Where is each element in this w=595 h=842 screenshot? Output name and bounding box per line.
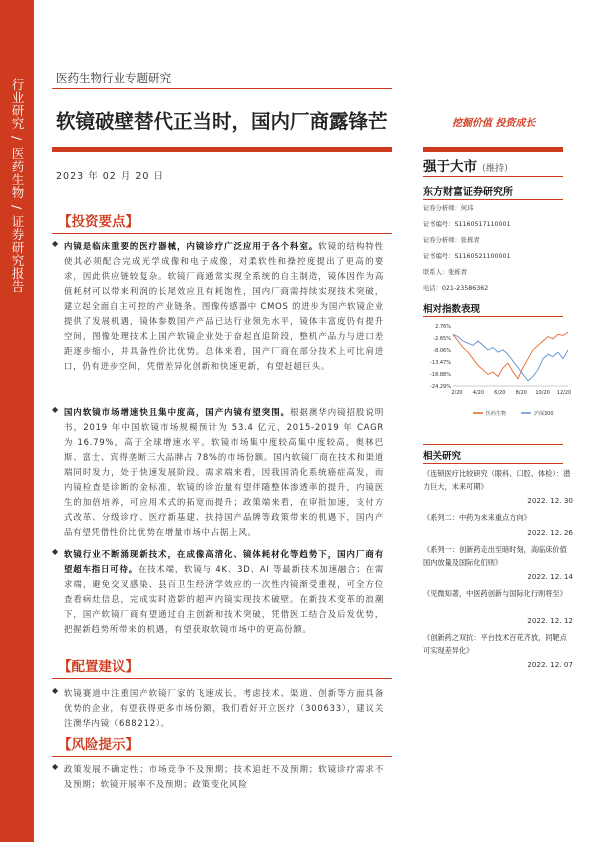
broker-name: 东方财富证券研究所: [423, 187, 513, 198]
x-tick-label: 4/20: [472, 390, 485, 396]
related-report-title[interactable]: 《系列一：创新药走出至暗时刻，高临床价值国内放量及国际化们则》: [423, 545, 567, 567]
invest-point-1-body: 软镜的结构特性使其必须配合完成光学成像和电子成像，对柔软性和操控度提出了更高的要求，因此供应链较复杂。软镜厂商通常实现全系统的自主制造，镜体因作为高值耗材可以带来利润的长尾效应且有耗饱性，国内厂商需持续实现技术突破，建立起全面自主可控的产业链条。图像传感器中 CMOS 的进步为国产软镜企业提供了发展机遇，镜体参数国产产品已达行业领先水平，镜体丰富度仍有提升空间，图像处理技术上国产软镜企业处于奋起直追阶段，整机产品力与进口差距逐步缩小，并具备性价比优势。总体来看，国产厂商在部分技术上可比肩进口，仍有进步空间，凭借差异化创新和快速更新，有望赶超巨头。: [64, 241, 384, 371]
contact-person: 联系人：张栋青: [423, 269, 468, 276]
series-line: [453, 334, 568, 381]
section-risk-head: [52, 730, 392, 757]
y-tick-label: -8.06%: [433, 348, 451, 354]
analyst-2-cert: 证书编号：S1160521100001: [423, 253, 511, 260]
relative-index-chart: [423, 318, 573, 428]
report-type: 医药生物行业专题研究: [56, 71, 171, 85]
side-label-part2: 医药生物: [10, 146, 25, 199]
rating-sub: （维持）: [477, 164, 514, 174]
related-report-date: 2022. 12. 30: [527, 496, 573, 505]
analyst-1-cert: 证书编号：S1160517110001: [423, 221, 511, 228]
legend-label: 沪深300: [534, 411, 554, 417]
config-point: 软镜赛道中注重国产软镜厂家的飞速成长，考虑技术、渠道、创新等方面具备优势的企业，有望获得更多市场份额，我们看好开立医疗（300633），建议关注澳华内镜（688212）。: [64, 688, 384, 728]
y-tick-label: 2.76%: [435, 324, 451, 330]
title-underline: [52, 147, 392, 152]
related-report-date: 2022. 12. 14: [527, 572, 573, 581]
section-invest-title: 【投资要点】: [58, 214, 139, 230]
contact-phone: 电话：021-23586362: [423, 285, 489, 292]
research-top-divider: [423, 444, 563, 445]
x-tick-label: 2/20: [451, 390, 463, 396]
related-report-date: 2022. 12. 07: [527, 660, 573, 669]
invest-point-2-body: 根据澳华内镜招股说明书，2019 年中国软镜市场规模预计为 53.4 亿元，2015-2019 年 CAGR 为 16.79%，高于全球增速水平。软镜市场集中度较高集中度较高，奥林巴斯、富士、宾得垄断三大品牌占 78%的市场份额。国内软镜厂商在技术和渠道端同时发力，处于快速发展阶段。需求端来看，因我国消化系统癌症高发，而内镜检查是诊断的金标准，软镜的诊治量有望伴随整体渗透率的提升，内镜医生的加倍培养，可应用术式的拓宽而提升；政策端来看，在审批加速，支付方式改革、分级诊疗、医疗新基建、扶持国产品牌等政策带来的机遇下，国内产品有望凭借性价比优势在增量市场中占据上风。: [64, 407, 385, 537]
page-title: 软镜破壁替代正当时，国内厂商露锋芒: [56, 110, 388, 133]
side-label-sep: /: [9, 136, 25, 141]
bullet-icon: ◆: [52, 547, 59, 556]
performance-divider: [423, 316, 563, 317]
side-category-label: [0, 78, 34, 293]
legend-label: 医药生物: [486, 411, 507, 417]
section-invest-head: [52, 207, 392, 234]
analyst-2: 证券分析师：张栋青: [423, 237, 480, 244]
related-report-title[interactable]: 《连锁医疗比较研究（眼科、口腔、体检）：潜力巨大，未来可期》: [423, 469, 571, 491]
y-tick-label: -18.88%: [430, 372, 451, 378]
related-report-date: 2022. 12. 12: [527, 616, 573, 625]
right-title-underline: [423, 147, 563, 152]
y-tick-label: -2.65%: [433, 336, 451, 342]
related-report-date: 2022. 12. 26: [527, 528, 573, 537]
broker-divider: [423, 199, 563, 200]
rating-divider: [423, 176, 563, 177]
performance-head: 相对指数表现: [423, 304, 481, 315]
risk-point: 政策发展不确定性；市场竞争不及预期；技术追赶不及预期；软镜诊疗需求不及预期；软镜开展率不及预期；政策变化风险: [64, 764, 384, 789]
invest-point-3-body: 在技术端，软镜与 4K、3D、AI 等最新技术加速融合；在需求端，避免交叉感染、县百卫生经济学效应的一次性内镜渐受重视，可全方位查看病灶信息，完成实时造影的超声内镜实现技术破壁。在新技术变革的浪潮下，国产软镜厂商有望通过自主创新和技术突破，凭借医工结合及后发优势，把握新趋势所带来的机遇，有望获取软镜市场中的更高份额。: [64, 564, 384, 634]
rating-value: 强于大市: [423, 159, 477, 175]
side-label-part1: 行业研究: [10, 78, 25, 130]
research-divider: [423, 463, 563, 464]
bullet-icon: ◆: [52, 762, 59, 771]
bullet-icon: ◆: [52, 405, 59, 414]
side-label-sep: /: [9, 204, 25, 210]
related-report-title[interactable]: 《创新药之双抗：平台技术百花齐放，同靶点可实现差异化》: [423, 633, 567, 655]
section-config-title: 【配置建议】: [58, 659, 139, 675]
related-research-head: 相关研究: [423, 451, 462, 462]
x-tick-label: 12/20: [556, 390, 572, 396]
invest-point-1-lead: 内镜是临床重要的医疗器械，内镜诊疗广泛应用于各个科室。: [64, 241, 319, 251]
analyst-1: 证券分析师：何玮: [423, 205, 474, 212]
header-divider: [52, 88, 392, 89]
y-tick-label: -13.47%: [430, 360, 451, 366]
section-risk-title: 【风险提示】: [58, 737, 139, 753]
invest-point-2-lead: 国内软镜市场增速快且集中度高，国产内镜有望突围。: [64, 407, 291, 417]
report-date: 2023 年 02 月 20 日: [56, 171, 164, 182]
side-label-part3: 证券研究报告: [10, 215, 25, 294]
related-report-title[interactable]: 《系列二：中药为未来重点方向》: [423, 513, 531, 522]
slogan: 挖掘价值 投资成长: [452, 118, 536, 129]
section-config-head: [52, 652, 392, 679]
invest-point-3-lead: 软镜行业不断涌现新技术，在成像高清化、镜体耗材化等趋势下，国内厂商有望超车指日可待。: [64, 549, 384, 574]
related-report-title[interactable]: 《见微知著，中医药创新与国际化行则将至》: [423, 589, 567, 598]
invest-point-1: [64, 239, 384, 374]
bullet-icon: ◆: [52, 239, 59, 248]
invest-point-2: [64, 405, 384, 540]
invest-point-3: [64, 547, 384, 637]
x-tick-label: 6/20: [494, 390, 506, 396]
bullet-icon: ◆: [52, 686, 59, 695]
x-tick-label: 10/20: [535, 390, 550, 396]
industry-rating: [423, 155, 513, 175]
y-tick-label: -24.29%: [430, 384, 451, 390]
x-tick-label: 8/20: [515, 390, 527, 396]
